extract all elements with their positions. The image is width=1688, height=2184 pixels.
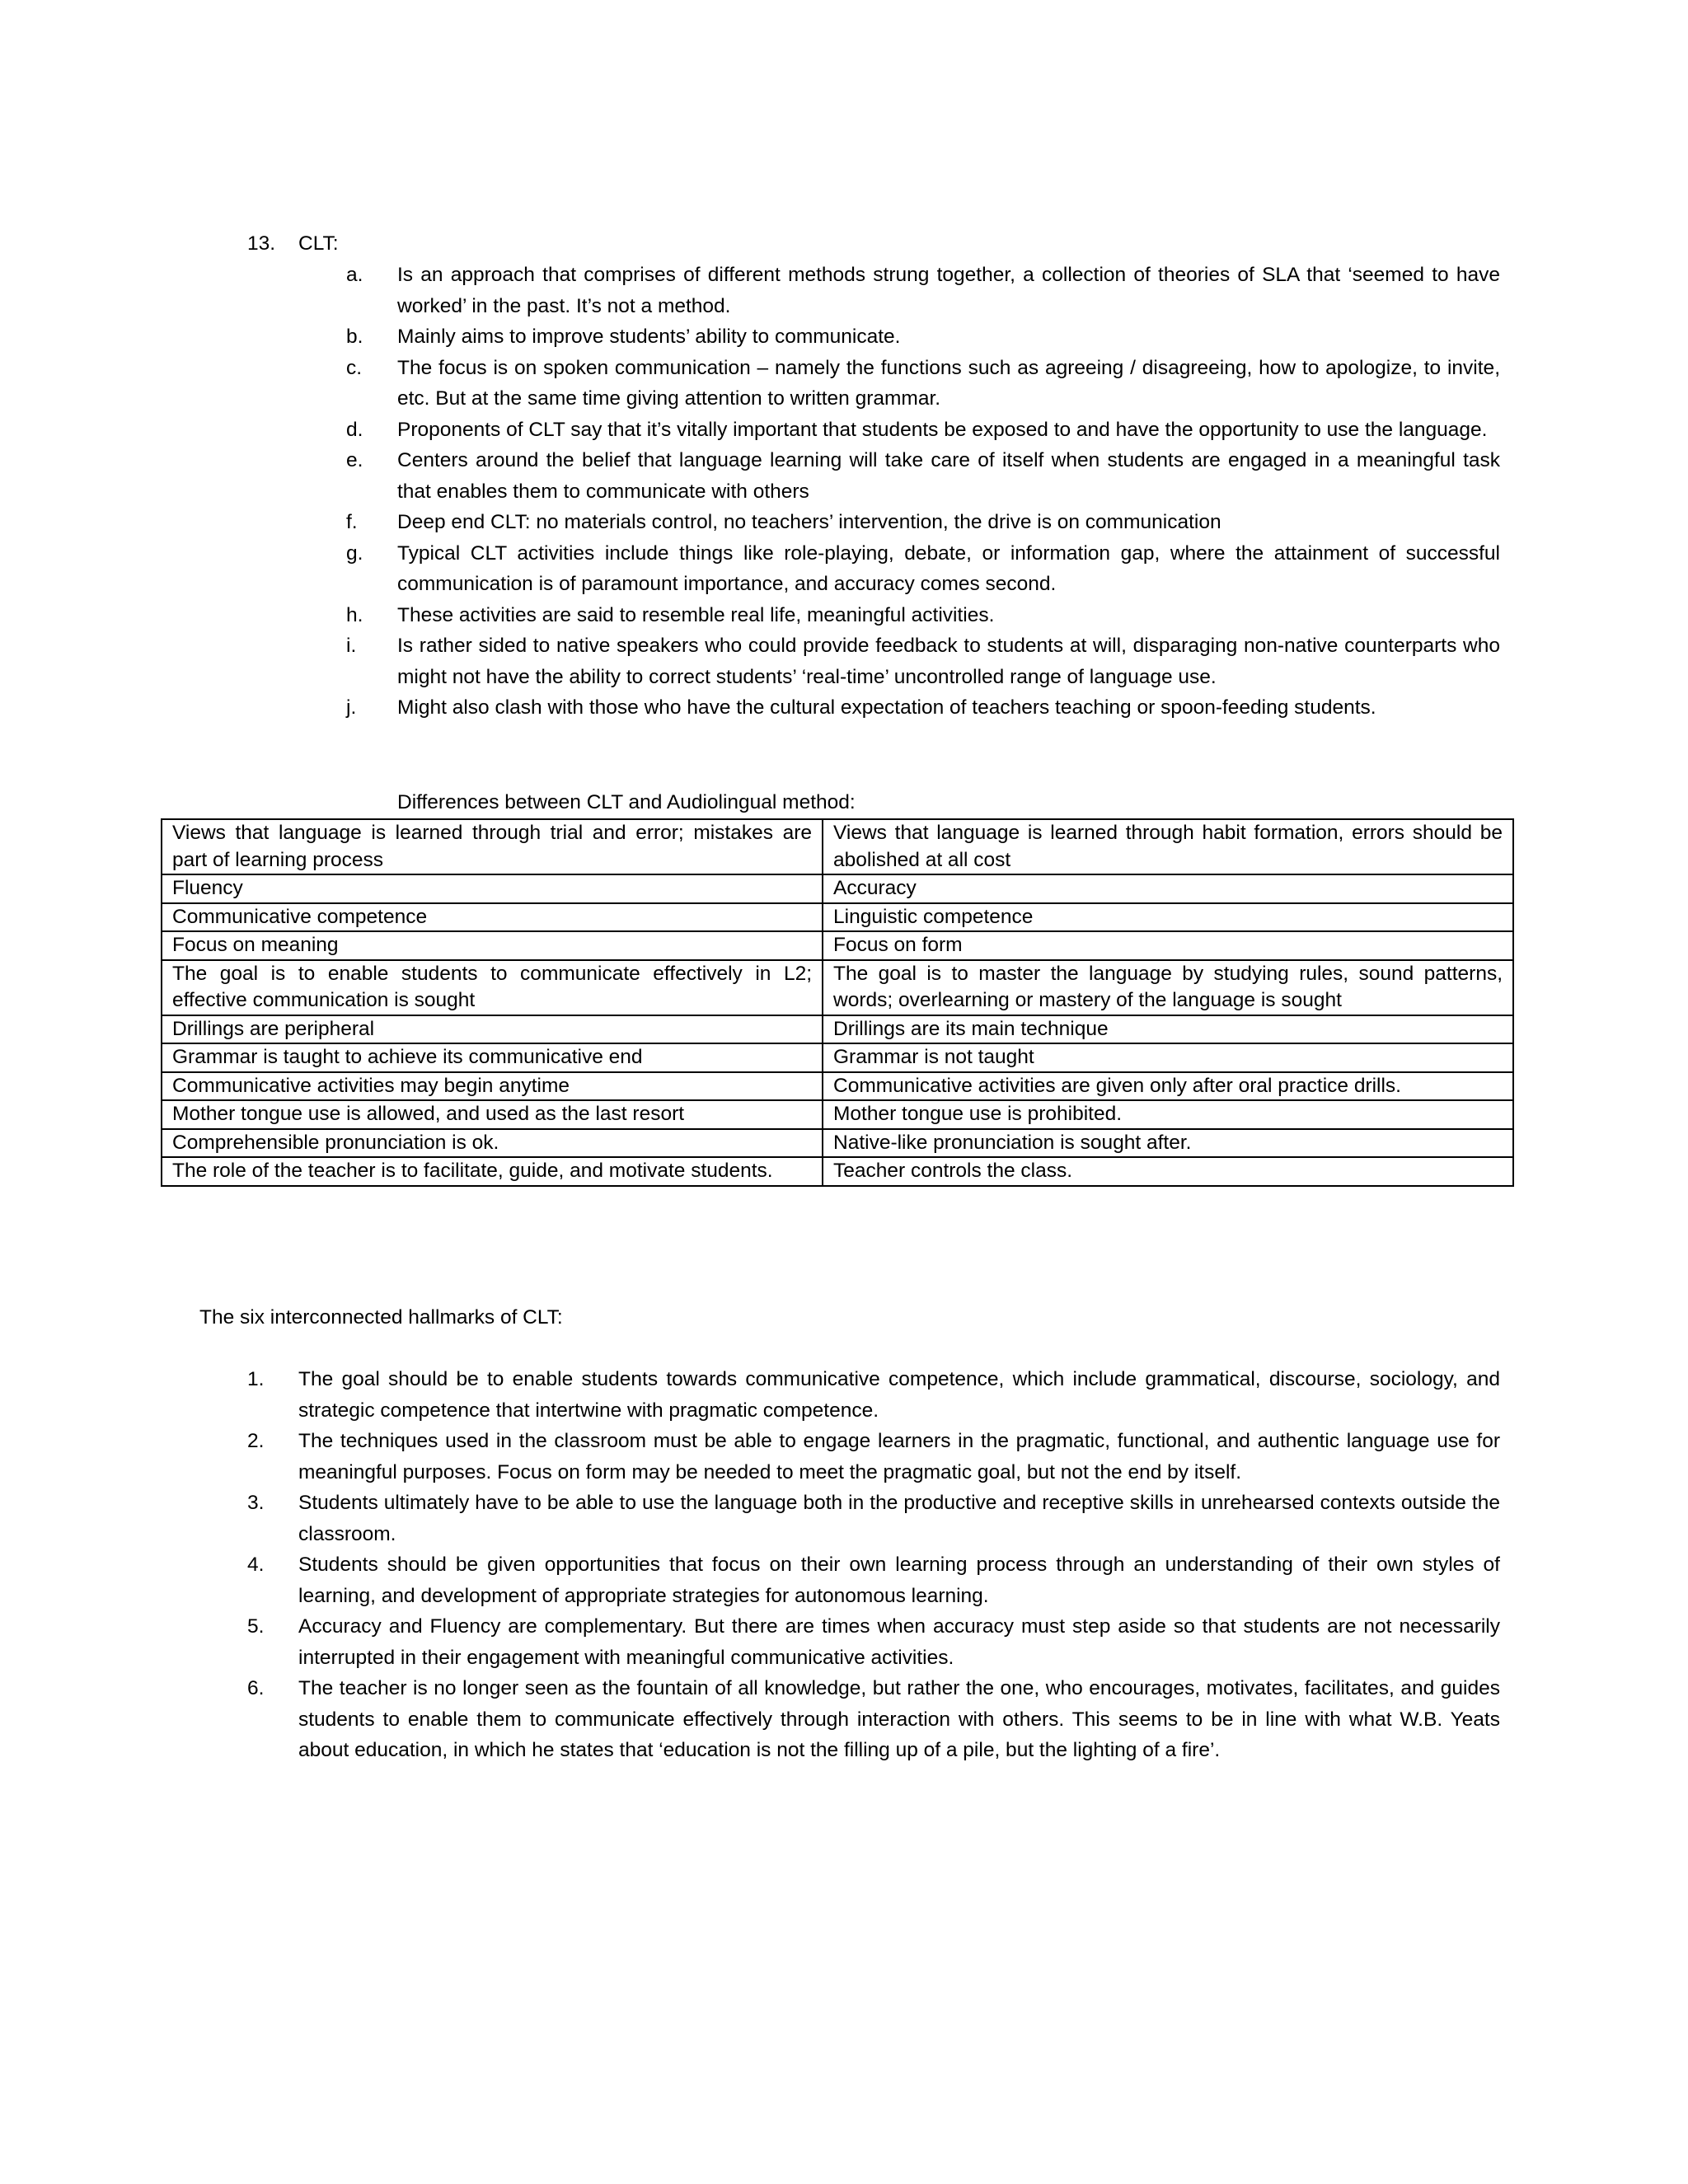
section-number: 13. [247,232,276,255]
hallmarks-list [247,1364,1500,1766]
table-row [162,960,1513,1015]
list-item [247,1549,1500,1611]
list-item-text: Mainly aims to improve students’ ability to communicate. [397,326,901,348]
list-item-text: Proponents of CLT say that it’s vitally important that students be exposed to and have the opportunity to use the language. [397,418,1488,441]
list-marker: h. [346,603,363,626]
table-cell-audiolingual: Focus on form [823,931,1513,960]
table-row [162,931,1513,960]
list-item-text: Centers around the belief that language learning will take care of itself when students are engaged in a meaningful task that enables them to communicate with others [397,449,1500,503]
list-item [247,1611,1500,1673]
list-item [346,507,1500,538]
table-row [162,1157,1513,1186]
clt-vs-audiolingual-table [161,818,1514,1187]
list-item-text: Accuracy and Fluency are complementary. But there are times when accuracy must step aside so that students are not necessarily interrupted in their engagement with meaningful communicative activities. [298,1615,1500,1669]
list-item [346,260,1500,321]
list-item-text: Deep end CLT: no materials control, no teachers’ intervention, the drive is on communication [397,511,1221,533]
table-cell-audiolingual: Drillings are its main technique [823,1015,1513,1044]
list-marker: 1. [247,1368,265,1390]
list-item-text: These activities are said to resemble real life, meaningful activities. [397,603,995,626]
table-row [162,1072,1513,1101]
table-cell-audiolingual: Native-like pronunciation is sought after. [823,1129,1513,1158]
list-marker: 6. [247,1677,265,1699]
table-cell-audiolingual: Views that language is learned through habit formation, errors should be abolished at all cost [823,819,1513,874]
table-cell-clt: Grammar is taught to achieve its communicative end [162,1043,823,1072]
list-item [247,1488,1500,1549]
list-item [247,1364,1500,1426]
list-marker: d. [346,418,363,441]
list-marker: b. [346,326,363,348]
table-row [162,1129,1513,1158]
table-cell-audiolingual: Mother tongue use is prohibited. [823,1100,1513,1129]
list-item-text: Might also clash with those who have the cultural expectation of teachers teaching or spoon-feeding students. [397,696,1376,719]
list-marker: 5. [247,1615,265,1638]
table-row [162,1043,1513,1072]
table-cell-clt: Communicative activities may begin anytime [162,1072,823,1101]
list-item-text: Typical CLT activities include things like role-playing, debate, or information gap, where the attainment of successful communication is of paramount importance, and accuracy comes second. [397,541,1500,595]
list-item-text: Students ultimately have to be able to use the language both in the productive and receptive skills in unrehearsed contexts outside the classroom. [298,1492,1500,1545]
list-marker: j. [346,696,357,719]
list-item-text: The teacher is no longer seen as the fountain of all knowledge, but rather the one, who encourages, motivates, facilitates, and guides students to enable them to communicate effectively through interaction with others. This seems to be in line with what W.B. Yeats about education, in which he states that ‘education is not the filling up of a pile, but the lighting of a fire’. [298,1677,1500,1761]
list-item [346,600,1500,631]
list-item [346,445,1500,507]
table-row [162,1100,1513,1129]
table-cell-clt: Focus on meaning [162,931,823,960]
list-item-text: The techniques used in the classroom must be able to engage learners in the pragmatic, functional, and authentic language use for meaningful purposes. Focus on form may be needed to meet the pragmatic goal, but not the end by itself. [298,1430,1500,1483]
list-marker: 2. [247,1430,265,1452]
hallmarks-title: The six interconnected hallmarks of CLT: [199,1306,563,1329]
table-row [162,1015,1513,1044]
table-cell-clt: The goal is to enable students to communicate effectively in L2; effective communication is sought [162,960,823,1015]
list-item [247,1673,1500,1766]
list-item [247,1426,1500,1488]
list-marker: e. [346,449,363,471]
list-item [346,630,1500,692]
table-cell-audiolingual: Accuracy [823,874,1513,903]
table-cell-clt: Views that language is learned through trial and error; mistakes are part of learning process [162,819,823,874]
table-row [162,903,1513,932]
list-item [346,321,1500,353]
list-marker: f. [346,511,358,533]
list-marker: 4. [247,1554,265,1576]
table-row [162,874,1513,903]
list-item-text: Students should be given opportunities that focus on their own learning process through an understanding of their own styles of learning, and development of appropriate strategies for autonomous learning. [298,1554,1500,1607]
list-marker: c. [346,356,363,379]
table-cell-clt: Comprehensible pronunciation is ok. [162,1129,823,1158]
list-marker: g. [346,541,363,565]
list-item-text: Is rather sided to native speakers who could provide feedback to students at will, disparaging non-native counterparts who might not have the ability to correct students’ ‘real-time’ uncontrolled range of language use. [397,635,1500,688]
table-cell-clt: Fluency [162,874,823,903]
list-marker: a. [346,264,363,286]
table-cell-clt: The role of the teacher is to facilitate, guide, and motivate students. [162,1157,823,1186]
table-cell-audiolingual: Communicative activities are given only after oral practice drills. [823,1072,1513,1101]
list-item [346,692,1500,724]
table-cell-clt: Drillings are peripheral [162,1015,823,1044]
list-item [346,353,1500,415]
table-cell-audiolingual: Teacher controls the class. [823,1157,1513,1186]
differences-caption: Differences between CLT and Audiolingual method: [397,791,856,813]
table-cell-audiolingual: The goal is to master the language by studying rules, sound patterns, words; overlearning or mastery of the language is sought [823,960,1513,1015]
list-item-text: The focus is on spoken communication – namely the functions such as agreeing / disagreeing, how to apologize, to invite, etc. But at the same time giving attention to written grammar. [397,356,1500,410]
list-item-text: The goal should be to enable students towards communicative competence, which include grammatical, discourse, sociology, and strategic competence that intertwine with pragmatic competence. [298,1368,1500,1422]
list-item [346,415,1500,446]
list-item [346,538,1500,600]
list-item-text: Is an approach that comprises of different methods strung together, a collection of theories of SLA that ‘seemed to have worked’ in the past. It’s not a method. [397,264,1500,317]
table-cell-audiolingual: Grammar is not taught [823,1043,1513,1072]
table-row [162,819,1513,874]
list-marker: i. [346,635,357,657]
list-marker: 3. [247,1492,265,1514]
table-cell-clt: Communicative competence [162,903,823,932]
clt-characteristics-list [346,260,1500,724]
table-cell-clt: Mother tongue use is allowed, and used as the last resort [162,1100,823,1129]
section-title: CLT: [298,232,339,255]
table-cell-audiolingual: Linguistic competence [823,903,1513,932]
